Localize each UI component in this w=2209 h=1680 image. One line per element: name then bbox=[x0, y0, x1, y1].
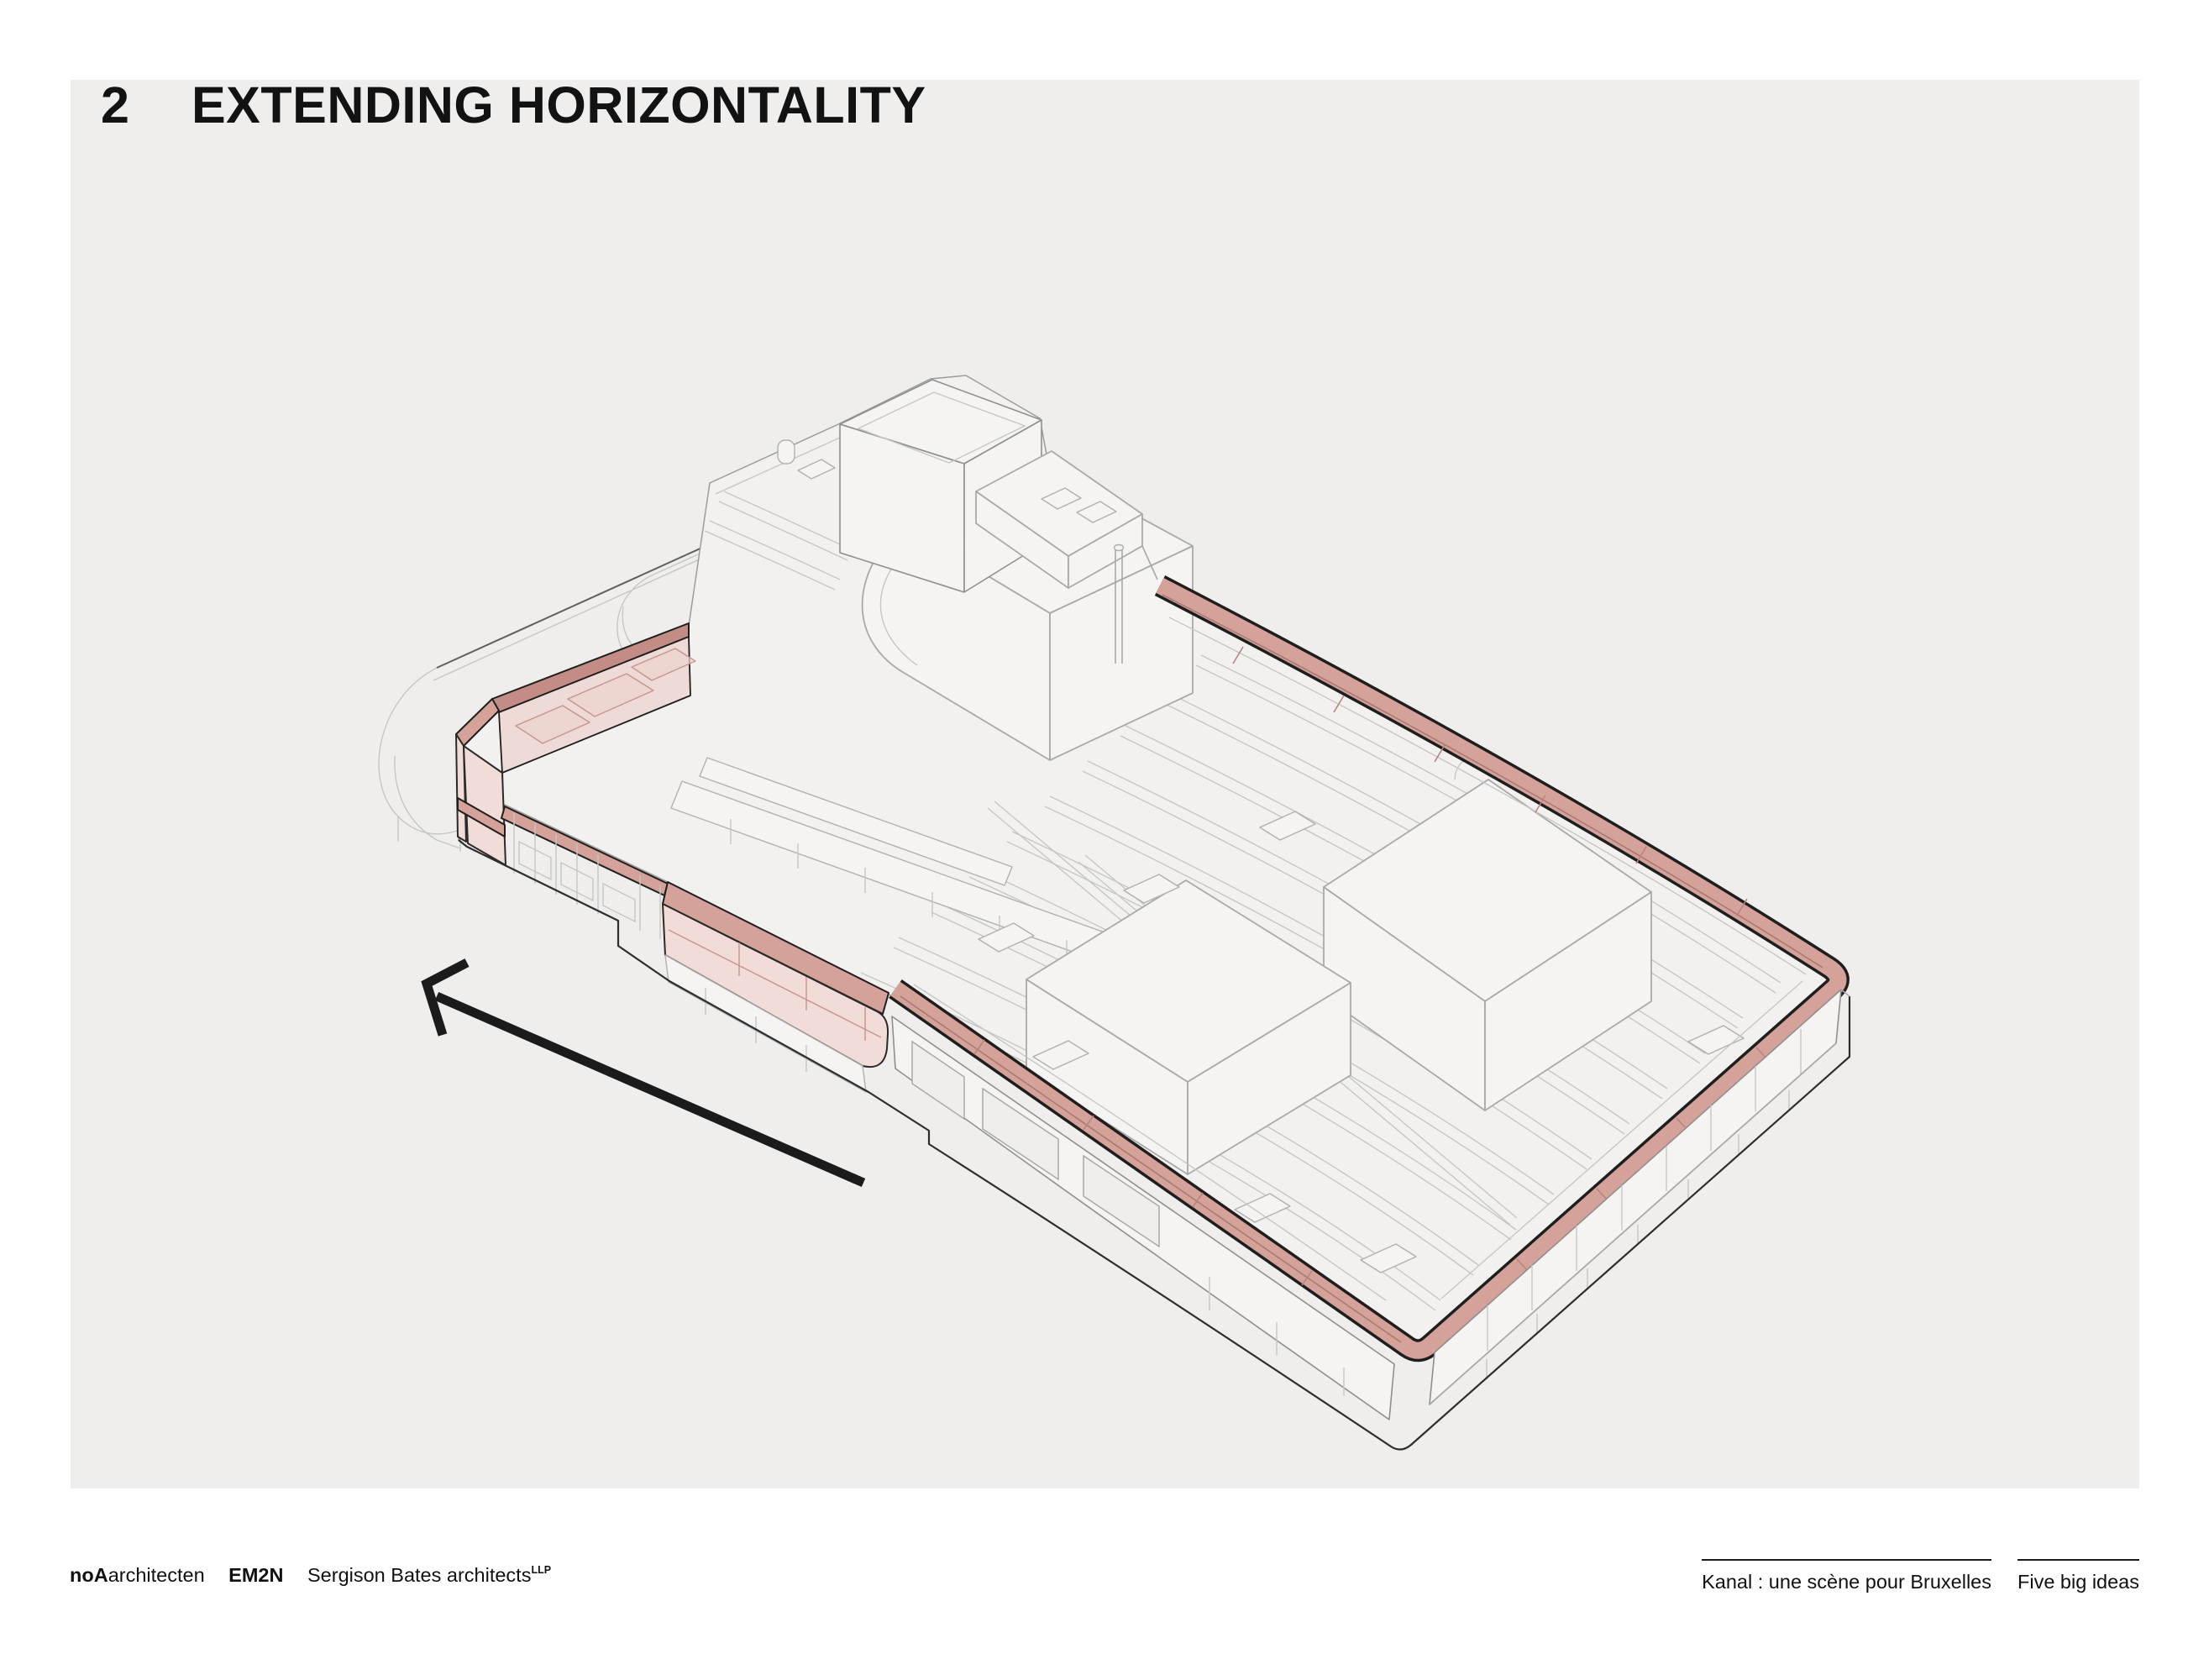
series-label: Five big ideas bbox=[2017, 1559, 2139, 1593]
partner-em2n: EM2N bbox=[228, 1564, 284, 1586]
footer-project bbox=[1702, 1559, 2139, 1593]
partner-sergison-bates: Sergison Bates architects bbox=[307, 1564, 532, 1586]
partner-sergison-suffix: LLP bbox=[531, 1564, 552, 1577]
project-label: Kanal : une scène pour Bruxelles bbox=[1702, 1559, 1991, 1593]
brand-noa-bold: noA bbox=[70, 1564, 108, 1586]
slide-title: EXTENDING HORIZONTALITY bbox=[192, 76, 926, 134]
brand-noa-regular: architecten bbox=[108, 1564, 205, 1586]
slide-number: 2 bbox=[101, 76, 130, 134]
footer-authors bbox=[70, 1564, 551, 1587]
